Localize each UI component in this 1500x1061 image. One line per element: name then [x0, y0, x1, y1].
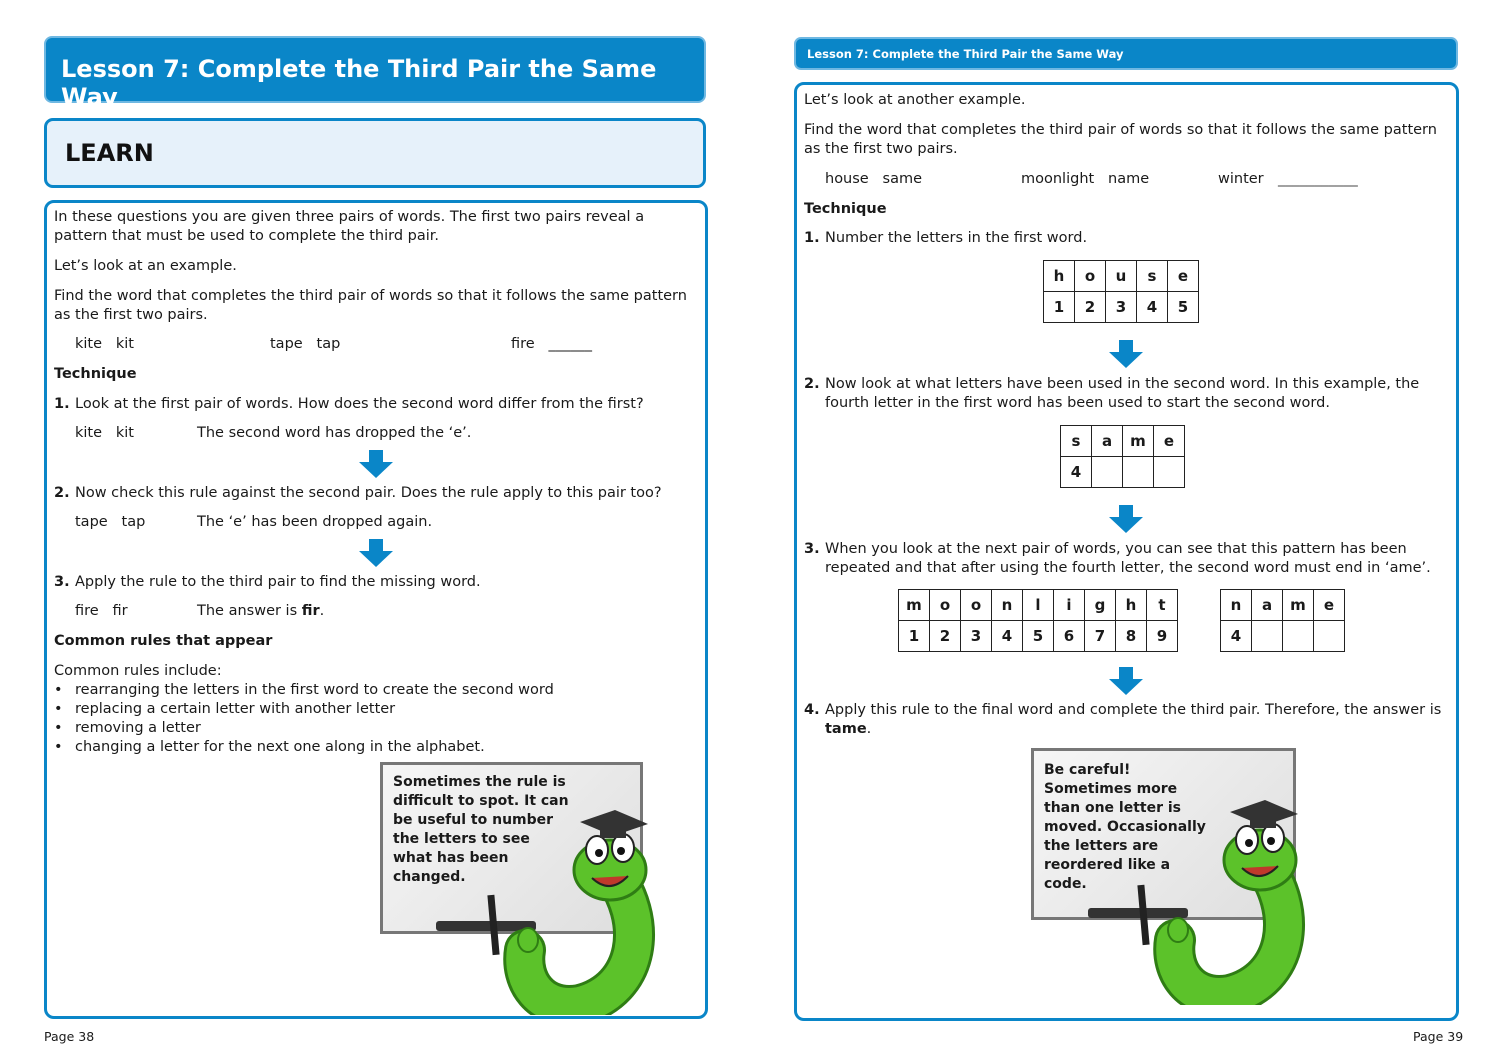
right-step-3-number: 3.: [804, 541, 820, 557]
right-step-1-number: 1.: [804, 230, 820, 246]
grid-cell: 2: [930, 621, 961, 652]
down-arrow-icon: [359, 539, 393, 569]
answer-blank: ___________: [1278, 171, 1358, 187]
grid-cell: 1: [899, 621, 930, 652]
grid-cell: [1314, 621, 1345, 652]
grid-cell: o: [930, 590, 961, 621]
step-3-number: 3.: [54, 574, 70, 590]
grid-cell: 4: [992, 621, 1023, 652]
instruction-text: Find the word that completes the third pair of words so that it follows the same pattern as the first two pairs.: [54, 288, 687, 323]
grid-cell: [1283, 621, 1314, 652]
grid-cell: o: [1075, 261, 1106, 292]
grid-cell: o: [961, 590, 992, 621]
grid-cell: 2: [1075, 292, 1106, 323]
grid-cell: n: [992, 590, 1023, 621]
grid-cell: 3: [961, 621, 992, 652]
grid-cell: 6: [1054, 621, 1085, 652]
right-example-pair-1: house same: [825, 171, 923, 187]
grid-cell: 4: [1061, 457, 1092, 488]
right-technique-heading: Technique: [804, 201, 887, 217]
step-3-note-suffix: .: [319, 603, 325, 619]
right-step-4-text: [825, 701, 1455, 739]
grid-cell: m: [899, 590, 930, 621]
step-1-pair: kite kit: [75, 425, 134, 441]
grid-house: [1043, 260, 1199, 323]
grid-cell: e: [1314, 590, 1345, 621]
step-2-number: 2.: [54, 485, 70, 501]
right-step-4-number: 4.: [804, 702, 820, 718]
learn-heading: LEARN: [65, 139, 154, 167]
grid-cell: t: [1147, 590, 1178, 621]
example-pair-1: kite kit: [75, 336, 134, 352]
grid-cell: g: [1085, 590, 1116, 621]
step-3-pair: fire fir: [75, 603, 128, 619]
right-step-2-number: 2.: [804, 376, 820, 392]
grid-cell: n: [1221, 590, 1252, 621]
grid-cell: e: [1154, 426, 1185, 457]
grid-moonlight: [898, 589, 1178, 652]
down-arrow-icon: [1109, 340, 1143, 370]
grid-cell: [1252, 621, 1283, 652]
step-2-note: The ‘e’ has been dropped again.: [197, 514, 433, 530]
step-2-text: Now check this rule against the second pair. Does the rule apply to this pair too?: [75, 485, 662, 501]
common-rules-heading: Common rules that appear: [54, 633, 273, 649]
grid-cell: m: [1283, 590, 1314, 621]
grid-cell: i: [1054, 590, 1085, 621]
list-item: • rearranging the letters in the first word to create the second word: [75, 681, 554, 700]
grid-cell: 5: [1168, 292, 1199, 323]
grid-cell: a: [1092, 426, 1123, 457]
grid-cell: 5: [1023, 621, 1054, 652]
right-step-2-text: Now look at what letters have been used in the second word. In this example, the fourth letter in the first word has been used to start the second word.: [825, 376, 1420, 411]
common-rules-list: [54, 681, 554, 757]
step-2-pair: tape tap: [75, 514, 146, 530]
grid-cell: 9: [1147, 621, 1178, 652]
right-title-bar: [794, 37, 1458, 70]
step-3-answer: fir: [301, 603, 320, 619]
grid-cell: e: [1168, 261, 1199, 292]
intro-text: In these questions you are given three pairs of words. The first two pairs reveal a pattern that must be used to complete the third pair.: [54, 209, 645, 244]
grid-cell: h: [1116, 590, 1147, 621]
grid-cell: 4: [1137, 292, 1168, 323]
grid-cell: [1123, 457, 1154, 488]
right-example-pair-2: moonlight name: [1021, 171, 1150, 187]
list-item: • replacing a certain letter with another letter: [75, 700, 554, 719]
grid-cell: 3: [1106, 292, 1137, 323]
technique-heading: Technique: [54, 366, 137, 382]
example-pair-3: fire ______: [511, 336, 593, 352]
step-1-note: The second word has dropped the ‘e’.: [197, 425, 472, 441]
grid-cell: [1092, 457, 1123, 488]
right-step-3-text: When you look at the next pair of words, you can see that this pattern has been repeated and that after using the fourth letter, the second word must end in ‘ame’.: [825, 541, 1431, 576]
grid-cell: 4: [1221, 621, 1252, 652]
right-example-intro: Let’s look at another example.: [804, 92, 1026, 108]
grid-cell: h: [1044, 261, 1075, 292]
example-intro: Let’s look at an example.: [54, 258, 237, 274]
grid-cell: [1154, 457, 1185, 488]
step-3-text: Apply the rule to the third pair to find the missing word.: [75, 574, 481, 590]
right-title: Lesson 7: Complete the Third Pair the Same Way: [807, 47, 1124, 61]
right-step-1-text: Number the letters in the first word.: [825, 230, 1088, 246]
down-arrow-icon: [359, 450, 393, 480]
left-tip-text: Sometimes the rule is difficult to spot. It can be useful to number the letters to see what has been changed.: [393, 774, 569, 885]
grid-cell: 1: [1044, 292, 1075, 323]
grid-cell: a: [1252, 590, 1283, 621]
grid-cell: s: [1061, 426, 1092, 457]
bookworm-mascot-icon: [470, 800, 660, 1015]
left-page-number: Page 38: [44, 1029, 95, 1044]
learn-banner: [44, 118, 706, 188]
right-step-4-suffix: .: [866, 721, 872, 737]
right-step-4-prefix: Apply this rule to the final word and complete the third pair. Therefore, the answer is: [825, 702, 1446, 718]
right-step-4-answer: tame: [825, 721, 867, 737]
right-page-number: Page 39: [1413, 1029, 1464, 1044]
right-instruction-text: Find the word that completes the third pair of words so that it follows the same pattern as the first two pairs.: [804, 122, 1437, 157]
bookworm-mascot-icon: [1120, 790, 1310, 1005]
grid-cell: u: [1106, 261, 1137, 292]
step-1-number: 1.: [54, 396, 70, 412]
example-pair-2: tape tap: [270, 336, 341, 352]
step-1-text: Look at the first pair of words. How does the second word differ from the first?: [75, 396, 644, 412]
grid-cell: l: [1023, 590, 1054, 621]
step-3-note: [197, 602, 324, 621]
left-title-bar: [44, 36, 706, 111]
grid-name: [1220, 589, 1345, 652]
grid-cell: m: [1123, 426, 1154, 457]
grid-cell: 8: [1116, 621, 1147, 652]
step-3-note-prefix: The answer is: [197, 603, 302, 619]
down-arrow-icon: [1109, 505, 1143, 535]
right-example-pair-3: winter: [1218, 171, 1264, 187]
right-tip-text: Sometimes more than one letter is moved. Occasionally the letters are reordered like a code.: [1044, 781, 1206, 892]
left-title: Lesson 7: Complete the Third Pair the Same Way: [61, 55, 657, 111]
down-arrow-icon: [1109, 667, 1143, 697]
common-rules-intro: Common rules include:: [54, 663, 222, 679]
list-item: • changing a letter for the next one along in the alphabet.: [75, 738, 554, 757]
grid-cell: 7: [1085, 621, 1116, 652]
grid-cell: s: [1137, 261, 1168, 292]
right-tip-title: Be careful!: [1044, 762, 1131, 778]
list-item: • removing a letter: [75, 719, 554, 738]
grid-same: [1060, 425, 1185, 488]
